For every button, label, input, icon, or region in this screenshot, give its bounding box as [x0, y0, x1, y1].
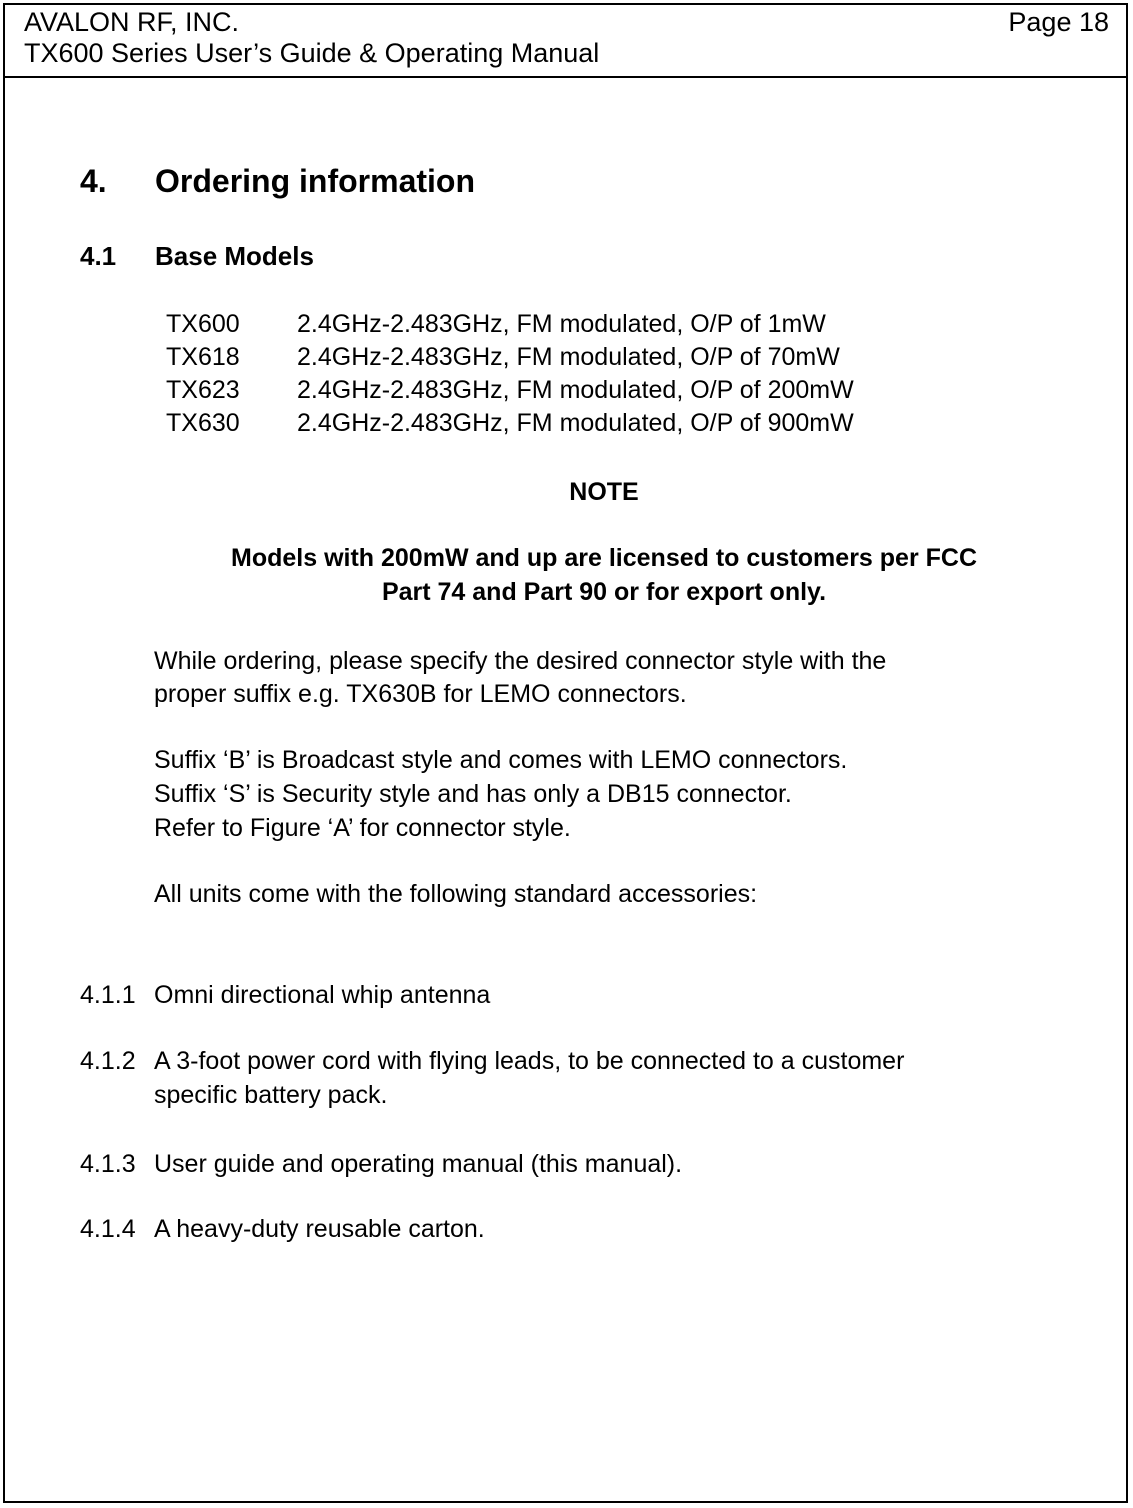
note-heading: NOTE [569, 478, 639, 506]
model-description: 2.4GHz-2.483GHz, FM modulated, O/P of 200mW [297, 376, 854, 404]
figure-reference: Refer to Figure ‘A’ for connector style. [154, 814, 571, 842]
model-code: TX600 [166, 310, 240, 338]
subsection-title: Base Models [155, 241, 314, 271]
model-code: TX630 [166, 409, 240, 437]
header-divider [3, 76, 1128, 78]
item-text: A heavy-duty reusable carton. [154, 1215, 485, 1243]
suffix-s-description: Suffix ‘S’ is Security style and has only a DB15 connector. [154, 780, 792, 808]
item-number: 4.1.1 [80, 981, 136, 1009]
item-text: A 3-foot power cord with flying leads, to be connected to a customer [154, 1047, 905, 1075]
accessories-intro: All units come with the following standard accessories: [154, 880, 758, 908]
header-page-number: Page 18 [1008, 7, 1109, 37]
item-text-continued: specific battery pack. [154, 1081, 388, 1109]
model-code: TX618 [166, 343, 240, 371]
item-text: Omni directional whip antenna [154, 981, 491, 1009]
item-text: User guide and operating manual (this manual). [154, 1150, 683, 1178]
subsection-number: 4.1 [80, 241, 117, 271]
suffix-b-description: Suffix ‘B’ is Broadcast style and comes with LEMO connectors. [154, 746, 848, 774]
section-title: Ordering information [155, 163, 475, 199]
note-line-2: Part 74 and Part 90 or for export only. [381, 578, 827, 606]
model-description: 2.4GHz-2.483GHz, FM modulated, O/P of 1mW [297, 310, 826, 338]
header-manual-title: TX600 Series User’s Guide & Operating Manual [24, 38, 600, 68]
ordering-paragraph-line-1: While ordering, please specify the desired connector style with the [154, 647, 887, 675]
model-description: 2.4GHz-2.483GHz, FM modulated, O/P of 900mW [297, 409, 854, 437]
model-code: TX623 [166, 376, 240, 404]
model-description: 2.4GHz-2.483GHz, FM modulated, O/P of 70mW [297, 343, 840, 371]
item-number: 4.1.4 [80, 1215, 136, 1243]
item-number: 4.1.2 [80, 1047, 136, 1075]
note-line-1: Models with 200mW and up are licensed to customers per FCC [231, 544, 977, 572]
item-number: 4.1.3 [80, 1150, 136, 1178]
ordering-paragraph-line-2: proper suffix e.g. TX630B for LEMO connectors. [154, 680, 687, 708]
header-company: AVALON RF, INC. [24, 7, 240, 37]
section-number: 4. [80, 163, 107, 199]
